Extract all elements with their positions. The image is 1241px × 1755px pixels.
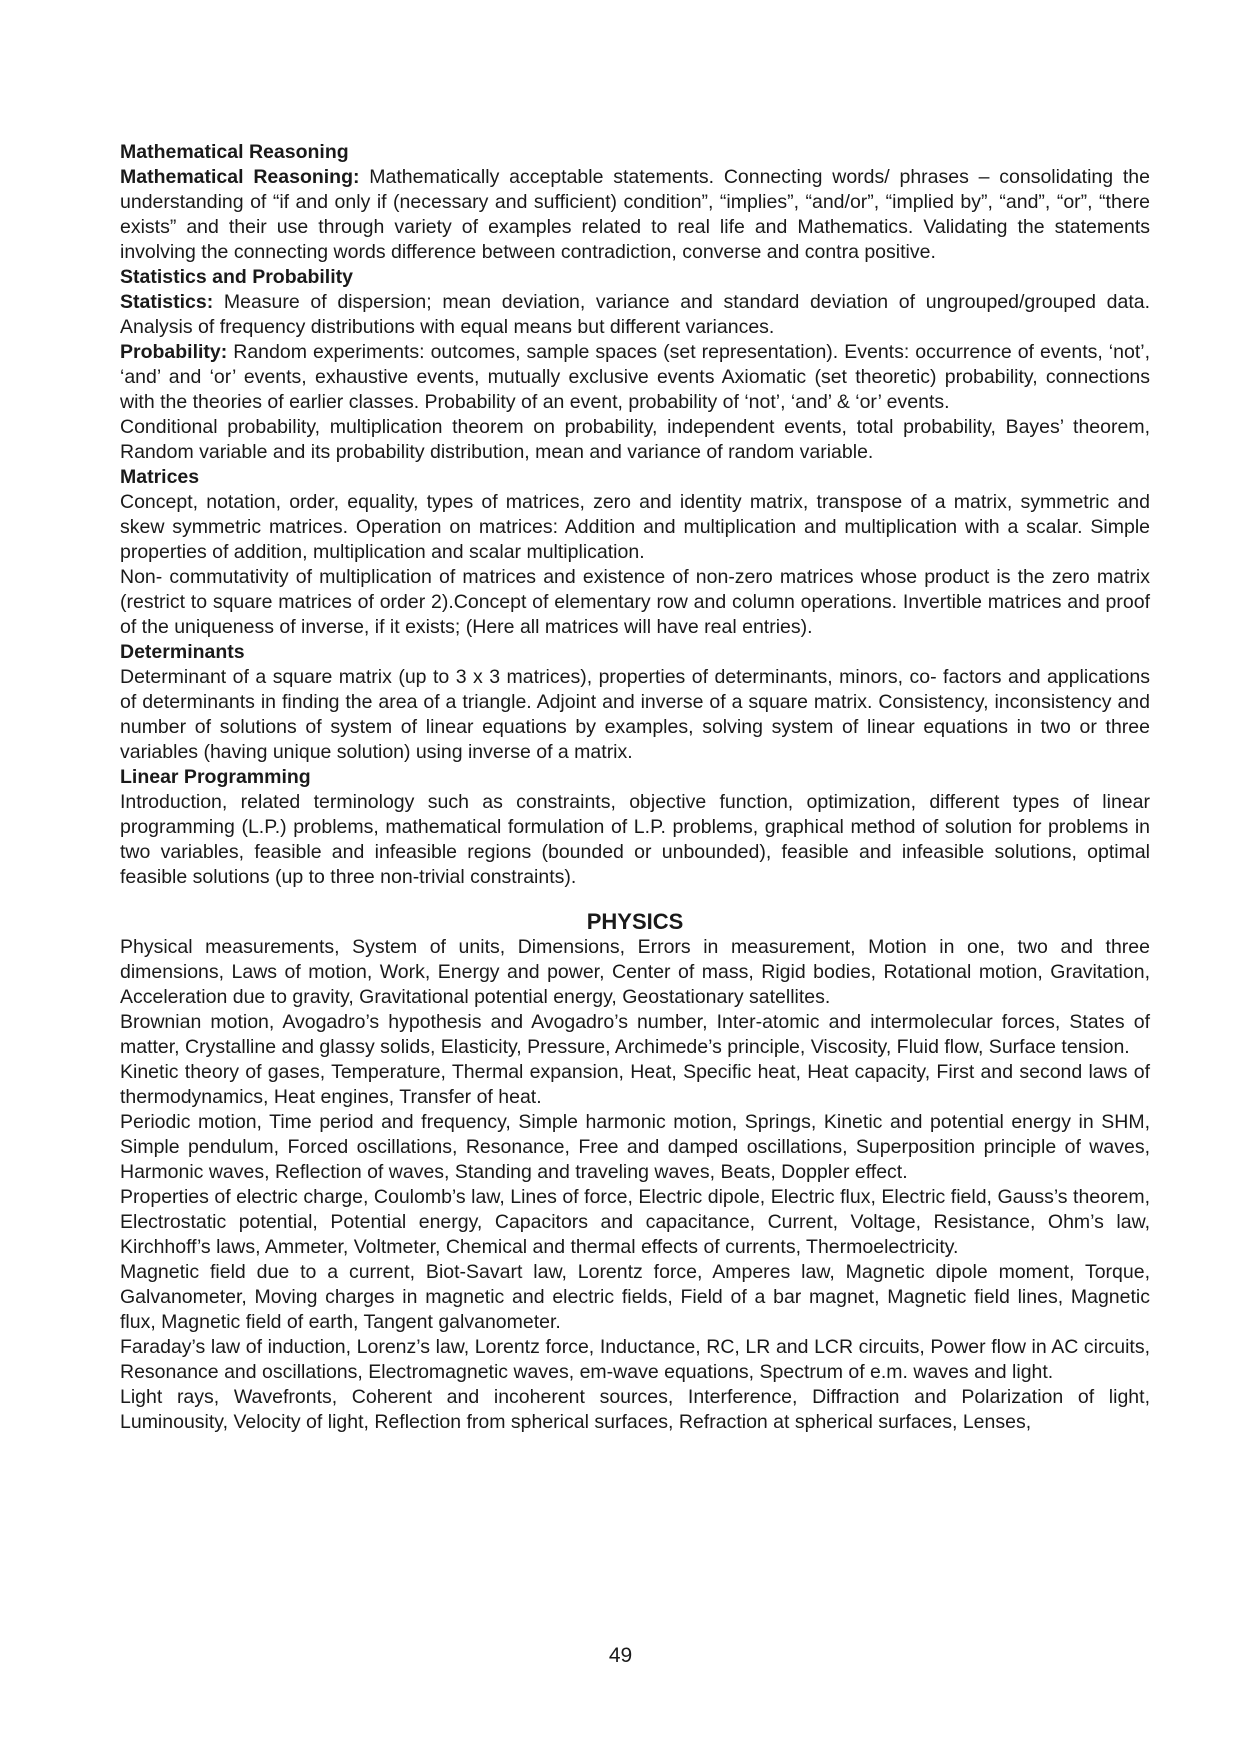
paragraph: Periodic motion, Time period and frequency, Simple harmonic motion, Springs, Kinetic and potential energy in SHM, Simple pendulum, Forced oscillations, Resonance, Free and damped oscillations, Superposition principle of waves, Harmonic waves, Reflection of waves, Standing and traveling waves, Beats, Doppler effect. <box>120 1111 1150 1183</box>
paragraph-text: Introduction, related terminology such as constraints, objective function, optimization, different types of linear programming (L.P.) problems, mathematical formulation of L.P. problems, graphical method of solution for problems in two variables, feasible and infeasible regions (bounded or unbounded), feasible and infeasible solutions, optimal feasible solutions (up to three non-trivial constraints). <box>120 791 1150 888</box>
paragraph-text: Measure of dispersion; mean deviation, variance and standard deviation of ungrouped/grouped data. Analysis of frequency distributions with equal means but different variances. <box>120 291 1150 338</box>
paragraph: Physical measurements, System of units, Dimensions, Errors in measurement, Motion in one, two and three dimensions, Laws of motion, Work, Energy and power, Center of mass, Rigid bodies, Rotational motion, Gravitation, Acceleration due to gravity, Gravitational potential energy, Geostationary satellites. <box>120 936 1150 1008</box>
section-statistics-probability <box>120 265 1150 465</box>
paragraph-label: Mathematical Reasoning: <box>120 166 360 188</box>
paragraph-text: Non- commutativity of multiplication of matrices and existence of non-zero matrices whose product is the zero matrix (restrict to square matrices of order 2).Concept of elementary row and column operations. Invertible matrices and proof of the uniqueness of inverse, if it exists; (Here all matrices will have real entries). <box>120 566 1150 638</box>
document-page <box>120 140 1150 1435</box>
paragraph: Properties of electric charge, Coulomb’s law, Lines of force, Electric dipole, Electric flux, Electric field, Gauss’s theorem, Electrostatic potential, Potential energy, Capacitors and capacitance, Current, Voltage, Resistance, Ohm’s law, Kirchhoff’s laws, Ammeter, Voltmeter, Chemical and thermal effects of currents, Thermoelectricity. <box>120 1186 1150 1258</box>
paragraph: Light rays, Wavefronts, Coherent and incoherent sources, Interference, Diffraction and Polarization of light, Luminousity, Velocity of light, Reflection from spherical surfaces, Refraction at spherical surfaces, Lenses, <box>120 1386 1150 1433</box>
physics-title: PHYSICS <box>586 909 684 934</box>
paragraph <box>120 415 1150 465</box>
paragraph: Brownian motion, Avogadro’s hypothesis and Avogadro’s number, Inter-atomic and intermolecular forces, States of matter, Crystalline and glassy solids, Elasticity, Pressure, Archimede’s principle, Viscosity, Fluid flow, Surface tension. <box>120 1011 1150 1058</box>
paragraph: Magnetic field due to a current, Biot-Savart law, Lorentz force, Amperes law, Magnetic dipole moment, Torque, Galvanometer, Moving charges in magnetic and electric fields, Field of a bar magnet, Magnetic field lines, Magnetic flux, Magnetic field of earth, Tangent galvanometer. <box>120 1261 1150 1333</box>
section-heading: Statistics and Probability <box>120 266 353 288</box>
paragraph <box>120 565 1150 640</box>
section-mathematical-reasoning <box>120 140 1150 265</box>
paragraph-text: Random experiments: outcomes, sample spaces (set representation). Events: occurrence of events, ‘not’, ‘and’ and ‘or’ events, exhaustive events, mutually exclusive events Axiomatic (set theoretic) probability, connections with the theories of earlier classes. Probability of an event, probability of ‘not’, ‘and’ & ‘or’ events. <box>120 341 1150 413</box>
section-heading: Matrices <box>120 466 200 488</box>
section-physics <box>120 908 1150 1435</box>
paragraph: Faraday’s law of induction, Lorenz’s law, Lorentz force, Inductance, RC, LR and LCR circuits, Power flow in AC circuits, Resonance and oscillations, Electromagnetic waves, em-wave equations, Spectrum of e.m. waves and light. <box>120 1336 1150 1383</box>
paragraph <box>120 790 1150 890</box>
section-matrices <box>120 465 1150 640</box>
paragraph <box>120 665 1150 765</box>
paragraph-text: Conditional probability, multiplication theorem on probability, independent events, total probability, Bayes’ theorem, Random variable and its probability distribution, mean and variance of random variable. <box>120 416 1150 463</box>
paragraph-text: Determinant of a square matrix (up to 3 x 3 matrices), properties of determinants, minors, co- factors and applications of determinants in finding the area of a triangle. Adjoint and inverse of a square matrix. Consistency, inconsistency and number of solutions of system of linear equations by examples, solving system of linear equations in two or three variables (having unique solution) using inverse of a matrix. <box>120 666 1150 763</box>
section-determinants <box>120 640 1150 765</box>
paragraph <box>120 290 1150 340</box>
paragraph-label: Probability: <box>120 341 228 363</box>
paragraph <box>120 340 1150 415</box>
section-heading: Mathematical Reasoning <box>120 141 349 163</box>
page-number: 49 <box>608 1644 633 1667</box>
section-linear-programming <box>120 765 1150 890</box>
paragraph-text: Concept, notation, order, equality, types of matrices, zero and identity matrix, transpose of a matrix, symmetric and skew symmetric matrices. Operation on matrices: Addition and multiplication and multiplication with a scalar. Simple properties of addition, multiplication and scalar multiplication. <box>120 491 1150 563</box>
paragraph-label: Statistics: <box>120 291 214 313</box>
section-heading: Linear Programming <box>120 766 311 788</box>
paragraph: Kinetic theory of gases, Temperature, Thermal expansion, Heat, Specific heat, Heat capacity, First and second laws of thermodynamics, Heat engines, Transfer of heat. <box>120 1061 1150 1108</box>
paragraph <box>120 490 1150 565</box>
section-heading: Determinants <box>120 641 245 663</box>
paragraph-text: Mathematically acceptable statements. Connecting words/ phrases – consolidating the understanding of “if and only if (necessary and sufficient) condition”, “implies”, “and/or”, “implied by”, “and”, “or”, “there exists” and their use through variety of examples related to real life and Mathematics. Validating the statements involving the connecting words difference between contradiction, converse and contra positive. <box>120 166 1150 263</box>
paragraph <box>120 165 1150 265</box>
